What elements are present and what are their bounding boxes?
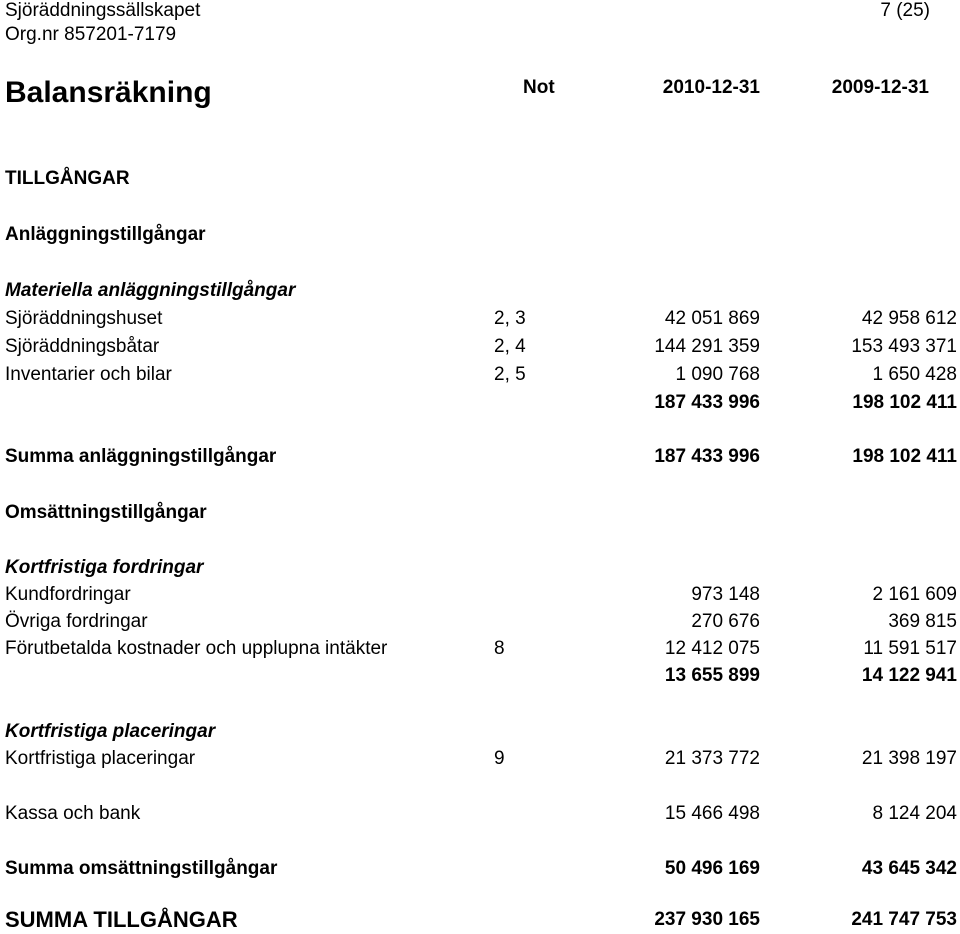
- row-label: Anläggningstillgångar: [5, 224, 206, 245]
- row-label: Summa omsättningstillgångar: [5, 858, 278, 879]
- value-2009: 153 493 371: [851, 336, 957, 357]
- row-label: Kundfordringar: [5, 584, 131, 605]
- value-2009: 11 591 517: [863, 638, 957, 659]
- row-note: 2, 4: [494, 336, 526, 357]
- value-2010: 21 373 772: [664, 748, 760, 769]
- value-2009: 21 398 197: [861, 748, 957, 769]
- total-row-current-assets: [0, 858, 960, 884]
- column-header-2010: 2010-12-31: [662, 77, 760, 98]
- row-label: TILLGÅNGAR: [5, 168, 130, 189]
- value-2010: 12 412 075: [664, 638, 760, 659]
- subtotal-row: [0, 392, 960, 418]
- total-row-fixed-assets: [0, 446, 960, 472]
- table-row: [0, 336, 960, 362]
- row-label: Kortfristiga placeringar: [5, 748, 196, 769]
- row-label: Förutbetalda kostnader och upplupna intäkter: [5, 638, 388, 659]
- column-header-2009: 2009-12-31: [831, 77, 929, 98]
- value-2009: 14 122 941: [861, 665, 957, 686]
- value-2010: 1 090 768: [675, 364, 760, 385]
- subsection-heading-receivables: [0, 557, 960, 583]
- row-label: Omsättningstillgångar: [5, 502, 207, 523]
- value-2010: 144 291 359: [654, 336, 760, 357]
- value-2009: 42 958 612: [861, 308, 957, 329]
- table-row: [0, 584, 960, 610]
- row-label: Kortfristiga fordringar: [5, 557, 204, 578]
- value-2009: 198 102 411: [852, 446, 957, 467]
- page-title: Balansräkning: [5, 76, 212, 109]
- value-2009: 8 124 204: [872, 803, 957, 824]
- organization-number: Org.nr 857201-7179: [5, 24, 177, 45]
- row-label: Inventarier och bilar: [5, 364, 172, 385]
- section-heading-assets: [0, 168, 960, 194]
- value-2010: 42 051 869: [664, 308, 760, 329]
- subsection-heading-short-term-investments: [0, 721, 960, 747]
- column-header-note: Not: [523, 77, 555, 98]
- value-2009: 241 747 753: [851, 909, 957, 930]
- row-label: Kassa och bank: [5, 803, 141, 824]
- value-2009: 1 650 428: [872, 364, 957, 385]
- row-label: Kortfristiga placeringar: [5, 721, 216, 742]
- value-2010: 187 433 996: [654, 446, 760, 467]
- value-2009: 369 815: [888, 611, 957, 632]
- table-row: [0, 611, 960, 637]
- value-2010: 270 676: [691, 611, 760, 632]
- row-note: 2, 5: [494, 364, 526, 385]
- table-row: [0, 364, 960, 390]
- row-label: SUMMA TILLGÅNGAR: [5, 907, 238, 932]
- value-2010: 237 930 165: [654, 909, 760, 930]
- value-2009: 2 161 609: [872, 584, 957, 605]
- value-2010: 50 496 169: [664, 858, 760, 879]
- subtotal-row: [0, 665, 960, 691]
- value-2010: 973 148: [691, 584, 760, 605]
- table-row: [0, 638, 960, 664]
- row-label: Summa anläggningstillgångar: [5, 446, 277, 467]
- page-number: 7 (25): [880, 0, 930, 21]
- section-heading-current-assets: [0, 502, 960, 528]
- table-row: [0, 308, 960, 334]
- row-note: 9: [494, 748, 505, 769]
- row-label: Övriga fordringar: [5, 611, 148, 632]
- section-heading-fixed-assets: [0, 224, 960, 250]
- value-2010: 15 466 498: [664, 803, 760, 824]
- row-note: 2, 3: [494, 308, 526, 329]
- value-2010: 187 433 996: [654, 392, 760, 413]
- row-label: Sjöräddningsbåtar: [5, 336, 160, 357]
- grand-total-row: [0, 908, 960, 934]
- organization-name: Sjöräddningssällskapet: [5, 0, 201, 21]
- row-label: Materiella anläggningstillgångar: [5, 280, 296, 301]
- value-2009: 198 102 411: [852, 392, 957, 413]
- subsection-heading-tangible-assets: [0, 280, 960, 306]
- value-2010: 13 655 899: [664, 665, 760, 686]
- value-2009: 43 645 342: [861, 858, 957, 879]
- table-row: [0, 803, 960, 829]
- table-row: [0, 748, 960, 774]
- row-note: 8: [494, 638, 505, 659]
- row-label: Sjöräddningshuset: [5, 308, 163, 329]
